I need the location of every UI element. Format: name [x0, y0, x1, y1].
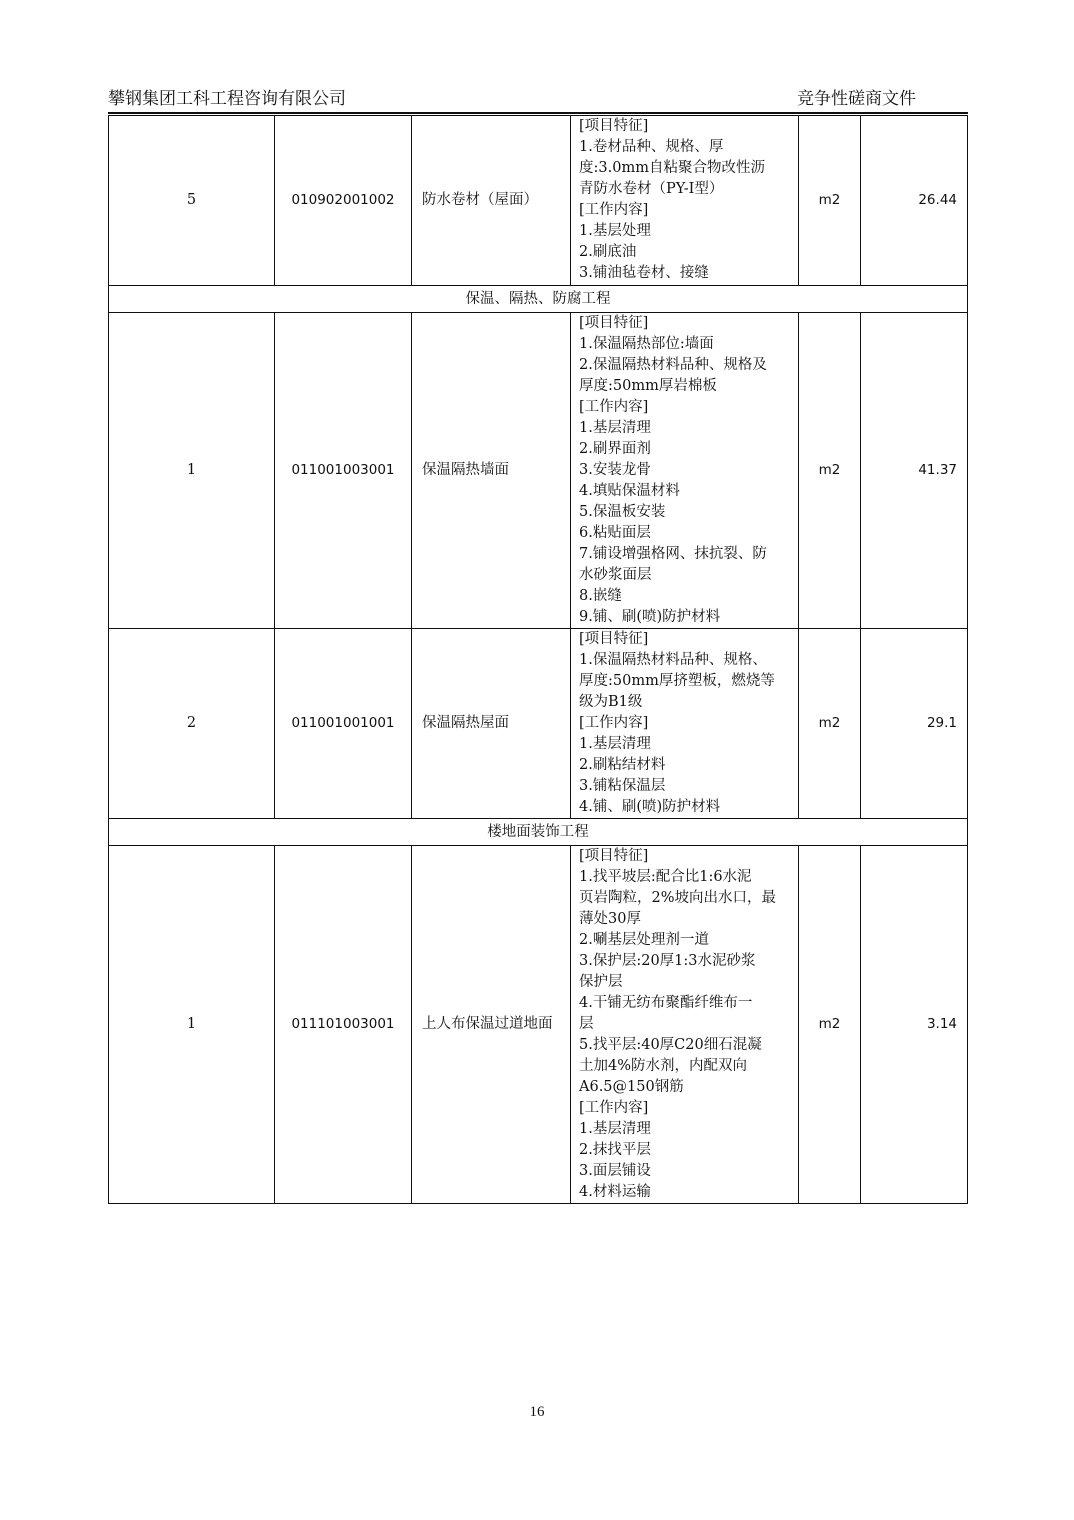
feature-line: 4.铺、刷(喷)防护材料: [579, 799, 721, 815]
table-row: [109, 313, 968, 629]
feature-line: 度:3.0mm自粘聚合物改性沥: [579, 160, 765, 176]
section-title: 保温、隔热、防腐工程: [109, 286, 968, 313]
feature-line: 3.铺粘保温层: [579, 778, 666, 794]
item-quantity: 41.37: [861, 313, 968, 629]
section-row: [109, 286, 968, 313]
item-features: [571, 629, 799, 819]
feature-line: 2.抹找平层: [579, 1142, 651, 1158]
item-features: [571, 846, 799, 1204]
feature-line: 2.刷底油: [579, 244, 637, 260]
feature-line: [工作内容]: [579, 1100, 649, 1116]
feature-line: 厚度:50mm厚挤塑板，燃烧等: [579, 673, 775, 689]
feature-line: 青防水卷材（PY-I型）: [579, 181, 724, 197]
item-code: 010902001002: [275, 116, 412, 286]
feature-line: 7.铺设增强格网、抹抗裂、防: [579, 546, 767, 562]
item-seq: 1: [109, 313, 275, 629]
item-seq: 5: [109, 116, 275, 286]
feature-line: 土加4%防水剂，内配双向: [579, 1058, 748, 1074]
item-unit: m2: [799, 629, 861, 819]
feature-line: 2.刷粘结材料: [579, 757, 666, 773]
feature-line: 3.面层铺设: [579, 1163, 651, 1179]
item-quantity: 3.14: [861, 846, 968, 1204]
item-name: 上人布保温过道地面: [412, 846, 571, 1204]
feature-line: 薄处30厚: [579, 911, 641, 927]
page-header: [108, 88, 968, 114]
feature-line: 2.刷界面剂: [579, 441, 651, 457]
feature-line: [项目特征]: [579, 631, 649, 647]
feature-line: 2.唰基层处理剂一道: [579, 932, 709, 948]
feature-line: 1.卷材品种、规格、厚: [579, 139, 724, 155]
feature-line: 9.铺、刷(喷)防护材料: [579, 609, 721, 625]
feature-line: 1.基层清理: [579, 1121, 651, 1137]
feature-line: 4.填贴保温材料: [579, 483, 680, 499]
feature-line: 6.粘贴面层: [579, 525, 651, 541]
feature-line: 1.基层清理: [579, 736, 651, 752]
feature-line: 1.保温隔热部位:墙面: [579, 336, 714, 352]
table-row: [109, 629, 968, 819]
feature-line: 1.保温隔热材料品种、规格、: [579, 652, 767, 668]
item-name: 保温隔热屋面: [412, 629, 571, 819]
feature-line: 4.干铺无纺布聚酯纤维布一: [579, 995, 753, 1011]
feature-line: [项目特征]: [579, 848, 649, 864]
feature-line: 8.嵌缝: [579, 588, 622, 604]
feature-line: 水砂浆面层: [579, 567, 652, 583]
feature-line: A6.5@150钢筋: [579, 1079, 684, 1095]
feature-line: 1.找平坡层:配合比1:6水泥: [579, 869, 752, 885]
item-name: 保温隔热墙面: [412, 313, 571, 629]
item-seq: 1: [109, 846, 275, 1204]
table-row: [109, 846, 968, 1204]
item-code: 011001003001: [275, 313, 412, 629]
feature-line: [工作内容]: [579, 715, 649, 731]
feature-line: [项目特征]: [579, 118, 649, 134]
item-name: 防水卷材（屋面）: [412, 116, 571, 286]
feature-line: 5.保温板安装: [579, 504, 666, 520]
feature-line: [项目特征]: [579, 315, 649, 331]
feature-line: 页岩陶粒，2%坡向出水口，最: [579, 890, 777, 906]
header-rule: [108, 112, 968, 114]
item-features: [571, 313, 799, 629]
feature-line: 3.安装龙骨: [579, 462, 651, 478]
feature-line: 层: [579, 1016, 594, 1032]
feature-line: 2.保温隔热材料品种、规格及: [579, 357, 767, 373]
bill-of-quantities-table: [108, 115, 968, 1204]
item-seq: 2: [109, 629, 275, 819]
item-unit: m2: [799, 116, 861, 286]
item-features: [571, 116, 799, 286]
item-quantity: 29.1: [861, 629, 968, 819]
document-type: 竞争性磋商文件: [797, 89, 916, 109]
feature-line: 保护层: [579, 974, 623, 990]
section-title: 楼地面装饰工程: [109, 819, 968, 846]
item-unit: m2: [799, 846, 861, 1204]
feature-line: [工作内容]: [579, 202, 649, 218]
feature-line: 厚度:50mm厚岩棉板: [579, 378, 717, 394]
feature-line: 3.保护层:20厚1:3水泥砂浆: [579, 953, 756, 969]
feature-line: 1.基层处理: [579, 223, 651, 239]
section-row: [109, 819, 968, 846]
feature-line: 级为B1级: [579, 694, 643, 710]
item-code: 011101003001: [275, 846, 412, 1204]
feature-line: 5.找平层:40厚C20细石混凝: [579, 1037, 762, 1053]
feature-line: 3.铺油毡卷材、接缝: [579, 265, 709, 281]
item-code: 011001001001: [275, 629, 412, 819]
table-row: [109, 116, 968, 286]
item-quantity: 26.44: [861, 116, 968, 286]
feature-line: 1.基层清理: [579, 420, 651, 436]
feature-line: [工作内容]: [579, 399, 649, 415]
page-number: 16: [529, 1404, 545, 1420]
feature-line: 4.材料运输: [579, 1184, 651, 1200]
company-name: 攀钢集团工科工程咨询有限公司: [108, 89, 346, 109]
item-unit: m2: [799, 313, 861, 629]
